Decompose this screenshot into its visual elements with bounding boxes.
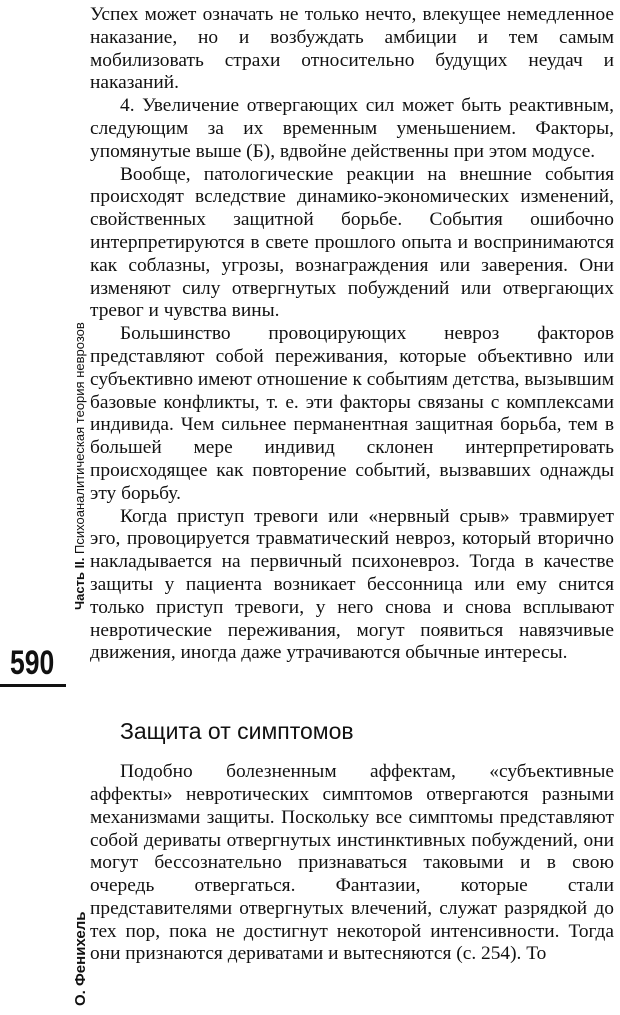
page-number-rule <box>0 684 66 687</box>
running-head-title: Психоаналитическая теория неврозов <box>72 322 87 554</box>
paragraph-3: Вообще, патологические реакции на внешние события происходят вследствие динамико-экономических изменений, свойственных защитной борьбе. События ошибочно интерпретируются в свете прошлого опыта и воспринимаются как соблазны, угрозы, вознаграждения или заверения. Они изменяют силу отвергнутых побуждений или отвергающих тревог и чувства вины. <box>90 163 614 322</box>
running-head <box>72 322 88 610</box>
author-name: О. Фенихель <box>72 911 89 1006</box>
body-text <box>90 4 614 966</box>
section-paragraph: Подобно болезненным аффектам, «субъективные аффекты» невротических симптомов отвергаются разными механизмами защиты. Поскольку все симптомы представляют собой дериваты отвергнутых инстинктивных побуждений, они могут бессознательно признаваться таковыми и в свою очередь отвергаться. Фантазии, которые стали представителями отвергнутых влечений, служат разрядкой до тех пор, пока не достигнут некоторой интенсивности. Тогда они признаются дериватами и вытесняются (с. 254). То <box>90 761 614 965</box>
page-number: 590 <box>10 644 55 682</box>
paragraph-1: Успех может означать не только нечто, влекущее немедленное наказание, но и возбуждать амбиции и тем самым мобилизовать страхи относительно будущих неудач и наказаний. <box>90 4 614 94</box>
running-head-part: Часть II. <box>72 557 87 610</box>
page-margin <box>0 0 89 1015</box>
paragraph-4: Большинство провоцирующих невроз факторов представляют собой переживания, которые объективно или субъективно имеют отношение к событиям детства, вызывшим базовые конфликты, т. е. эти факторы связаны с комплексами индивида. Чем сильнее перманентная защитная борьба, тем в большей мере индивид склонен интерпретировать происходящее как повторение событий, вызвавших однажды эту борьбу. <box>90 323 614 504</box>
paragraph-5: Когда приступ тревоги или «нервный срыв» травмирует эго, провоцируется травматический невроз, который вторично накладывается на первичный психоневроз. Тогда в качестве защиты у пациента возникает бессонница или ему снится только приступ тревоги, у него снова и снова всплывают невротические переживания, могут появиться навязчивые движения, иногда даже утрачиваются обычные интересы. <box>90 505 614 664</box>
section-heading: Защита от симптомов <box>120 718 354 745</box>
paragraph-2: 4. Увеличение отвергающих сил может быть реактивным, следующим за их временным уменьшением. Факторы, упомянутые выше (Б), вдвойне действенны при этом модусе. <box>90 95 614 162</box>
